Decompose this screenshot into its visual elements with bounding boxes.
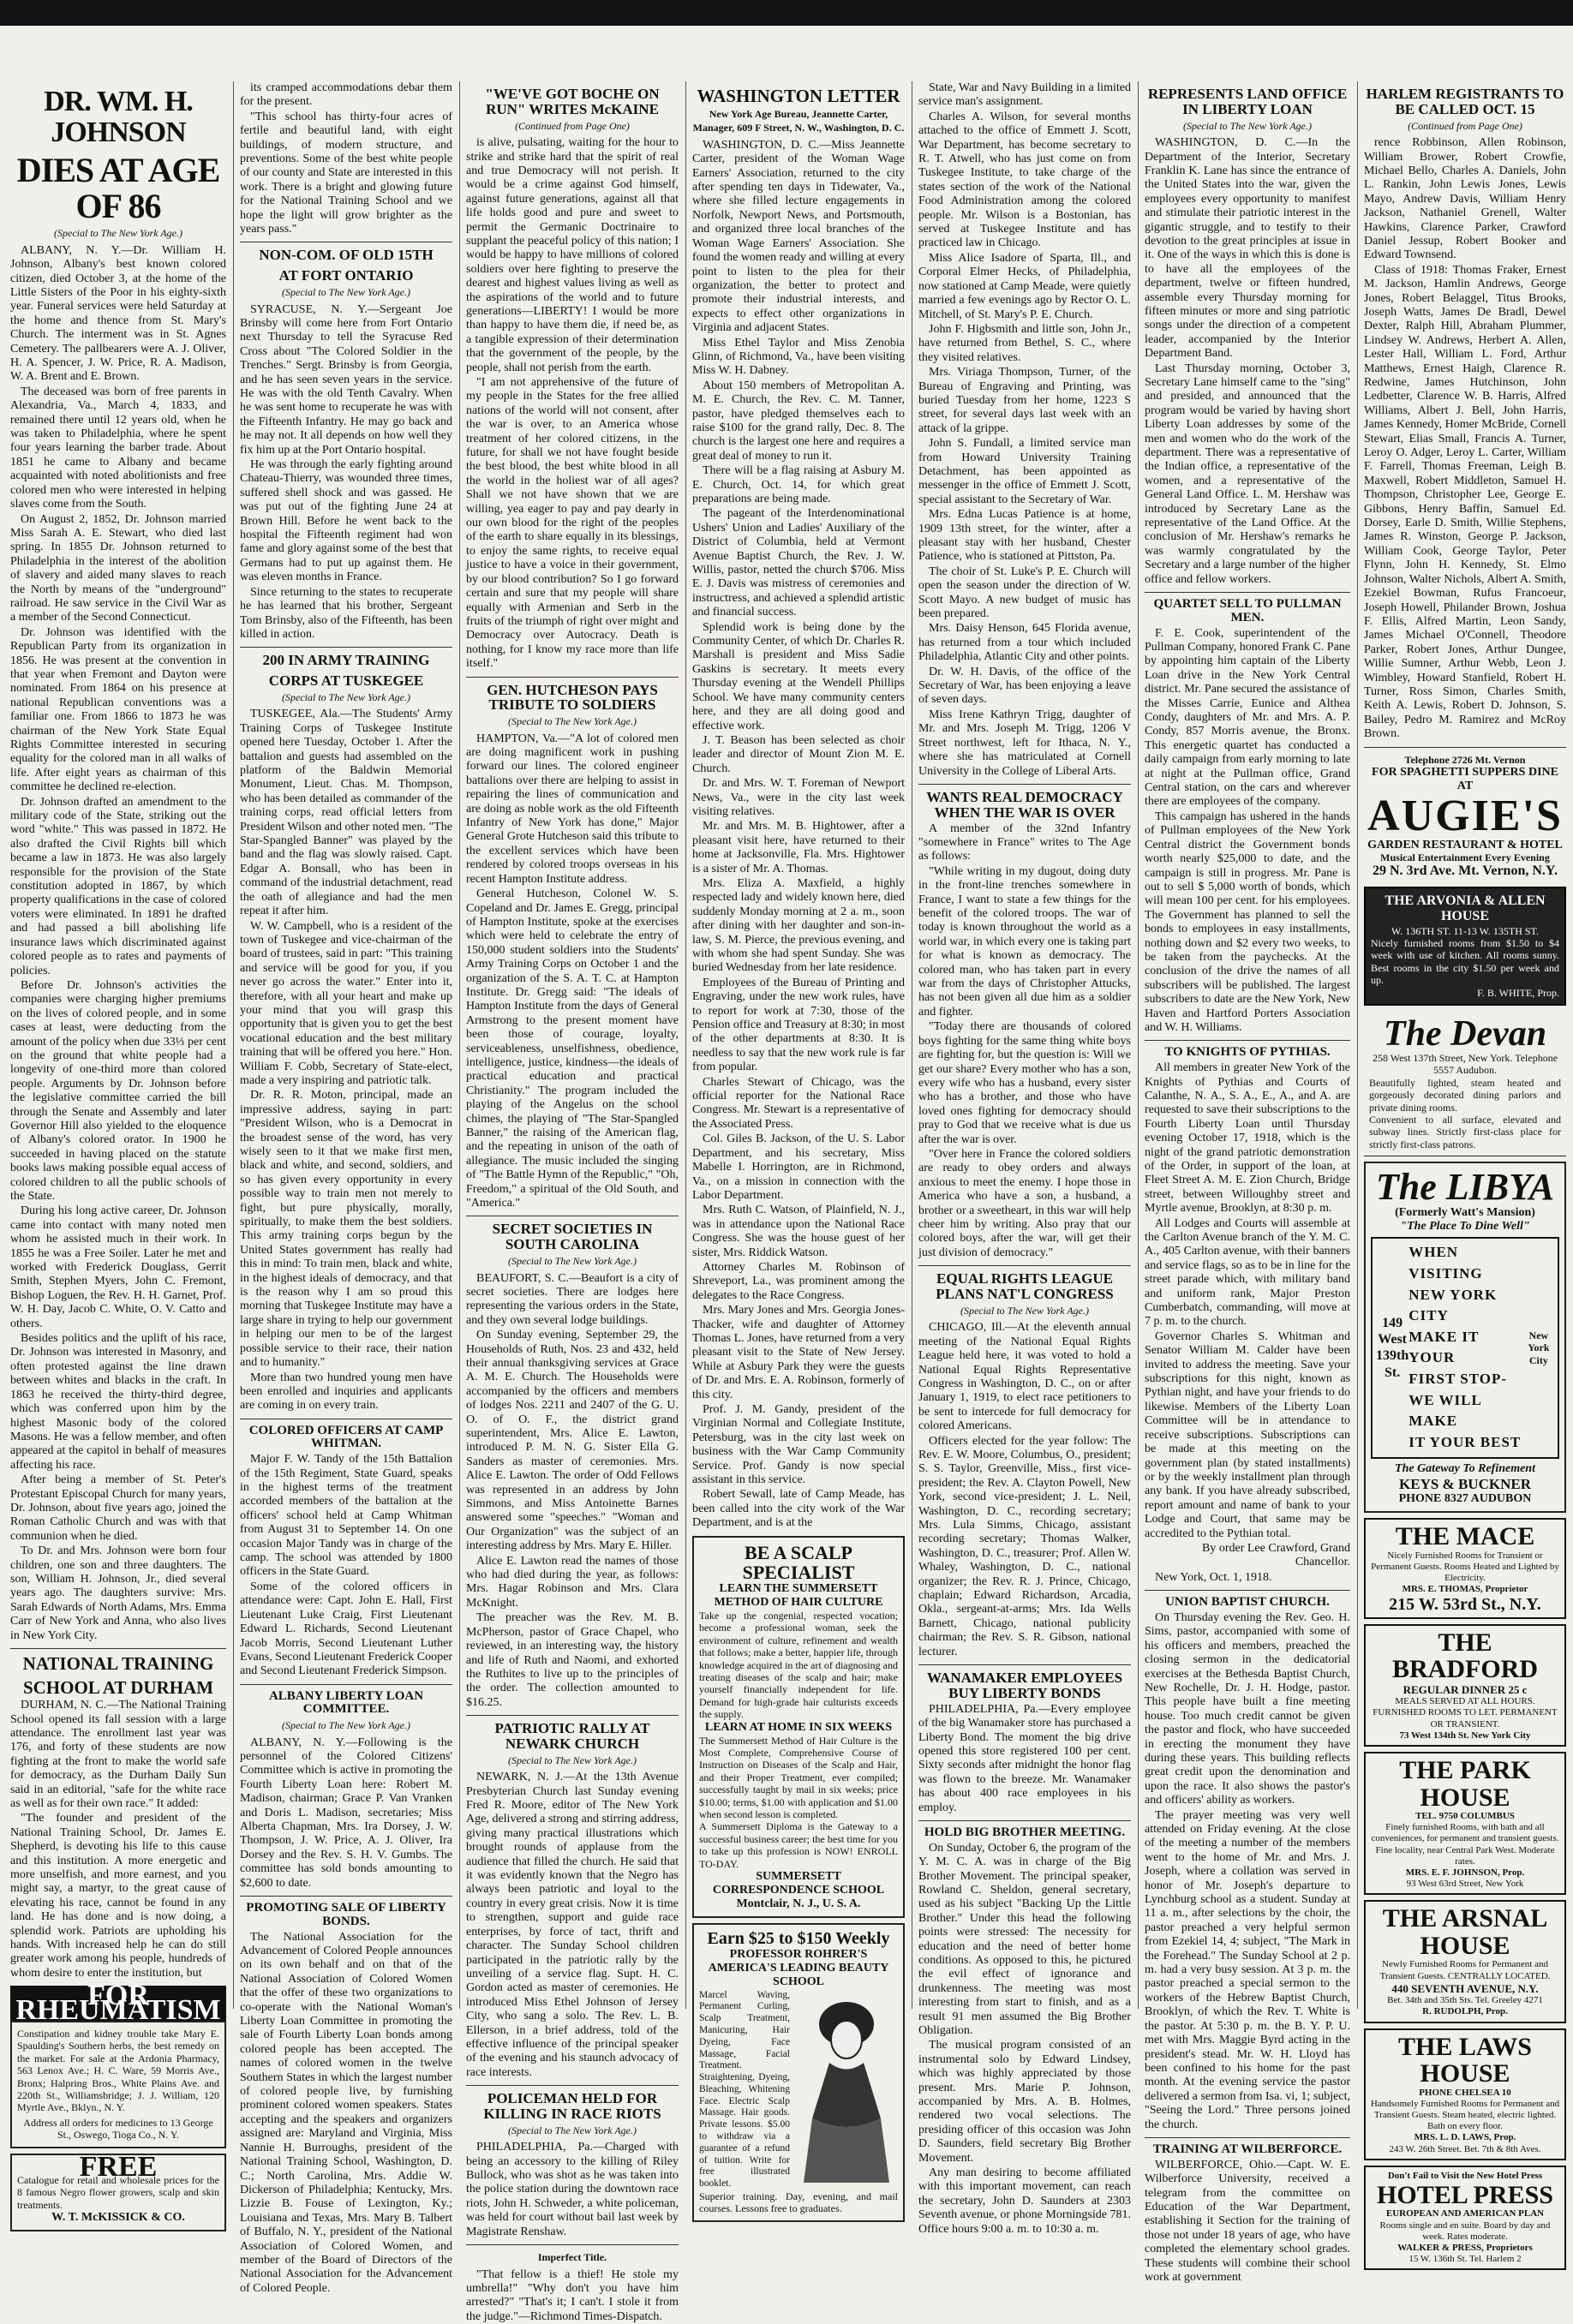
headline-training-1: NATIONAL TRAINING xyxy=(10,1654,226,1673)
paragraph: W. W. Campbell, who is a resident of the town of Tuskegee and vice-chairman of the board of trustees, said in part: "This training and service will be good for you, if you never go across the water." Enter into it, therefore, with all your heart and make up your mind that you will grasp this opportunity that is given you to get the best vocational education and the best military training that will be offered you here." Hon. William F. Cobb, Secretary of State-elect, made a very inspiring and patriotic talk. xyxy=(240,920,452,1089)
devan-text-2: Convenient to all surface, elevated and subway lines. Strictly first-class place for strictly first-class patrons. xyxy=(1369,1114,1561,1150)
scalp-specialist-ad xyxy=(692,1536,905,1919)
paragraph: SYRACUSE, N. Y.—Sergeant Joe Brinsby will come here from Fort Ontario next Thursday to tell the Syracuse Red Cross about "The Colored Soldier in the Trenches." Sergt. Brinsby is from Georgia, and he has seen seven years in the service. He was with the old Tenth Cavalry. When he was sent home to recuperate he was with the Fifteenth Infantry. He may go back and he may not. It all depends on how well they fix him up at the Port Ontario hospital. xyxy=(240,303,452,457)
devan-address: 258 West 137th Street, New York. Telephone 5557 Audubon. xyxy=(1369,1052,1561,1077)
devan-title: The Devan xyxy=(1369,1016,1561,1052)
column-3 xyxy=(466,81,679,2009)
paragraph: Some of the colored officers in attendance were: Capt. John E. Hall, First Lieutenant Luke Craig, First Lieutenant Edward L. Richards, Second Lieutenant Jacob Morris, Second Lieutenant Luther Evans, Second Lieutenant Frederick Cooper and Second Lieutenant Frederick Simpson. xyxy=(240,1580,452,1679)
libya-line: IT YOUR BEST xyxy=(1409,1432,1523,1454)
arvonia-title: THE ARVONIA & ALLEN HOUSE xyxy=(1371,893,1559,925)
hotel-press-address: 15 W. 136th St. Tel. Harlem 2 xyxy=(1369,2254,1561,2265)
arvonia-prop: F. B. WHITE, Prop. xyxy=(1371,987,1559,999)
paragraph: WASHINGTON, D. C.—In the Department of the Interior, Secretary Franklin K. Lane has since the entrance of the United States into the war, given the employees every opportunity to manifest and stimulate their patriotic interest in the gigantic struggle, and to testify to their devotion to the great principles at issue in it. One of the ways in which this is done is to have all the employees of the department, twelve or fifteen hundred, assemble every Thursday morning for fifteen minutes or more and sing patriotic songs under the direction of a competent leader, accompanied by the Interior Department Band. xyxy=(1145,136,1350,361)
headline-washington-letter: WASHINGTON LETTER xyxy=(692,87,905,105)
paragraph: The prayer meeting was very well attended on Friday evening. At the close of the meeting a number of the members went to the home of Mr. and Mrs. J. Joseph, where a collation was served in honor of Mr. Joseph's departure to Lynchburg school as a student. Sunday at 11 a. m., after selections by the choir, the pastor preached a very helpful sermon from Ezekiel 14, 4; subject, "The Mark in the Forehead." The Sunday School at 2 p. m. had a very busy session. At 3 p. m. the pastor preached a special sermon to the workers of the Hebrew Baptist Church, Brooklyn, of which the Rev. T. White is the pastor. At 5:30 p. m. the B. Y. P. U. met with Mrs. Maggie Byrd acting in the president's stead. Mr. W. H. Lloyd has been confined to his home for the past month. At the evening service the pastor delivered a sermon from Isa. vi, 1; subject, "Seeing the Lord." Three persons joined the church. xyxy=(1145,1809,1350,2132)
scalp-ad-city: Montclair, N. J., U. S. A. xyxy=(699,1897,898,1911)
headline-equal-rights: EQUAL RIGHTS LEAGUE PLANS NAT'L CONGRESS xyxy=(918,1271,1131,1302)
paragraph: General Hutcheson, Colonel W. S. Copeland and Dr. James E. Gregg, principal of Hampton Institute, spoke at the exercises which were held to celebrate the entry of 150,000 student soldiers into the Students' Army Training Corps on October 1 and the organization of the S. A. T. C. at Hampton Institute. Dr. Gregg said: "The ideals of Hampton Institute from the days of General Armstrong to the present moment have been those of courage, loyalty, serviceableness, unselfishness, obedience, intelligence, justice, kindness—the ideals of practical education and practical Christianity." The program included the playing of the Angelus on the school chimes, the playing of "The Star-Spangled Banner," the raising of the American flag, and the repeating in unison of the oath of allegiance. The music included the singing of "The Battle Hymn of the Republic," "Oh, Freedom," a spiritual of the Old South, and "America." xyxy=(466,887,679,1210)
devan-text: Beautifully lighted, steam heated and gorgeously decorated dining parlors and private dining rooms. xyxy=(1369,1077,1561,1114)
laws-prop: MRS. L. D. LAWS, Prop. xyxy=(1369,2132,1561,2143)
arsnal-cross: Bet. 34th and 35th Sts. Tel. Greeley 4271 xyxy=(1369,1995,1561,2006)
hotel-press-ad xyxy=(1364,2166,1566,2271)
paragraph: Mr. and Mrs. M. B. Hightower, after a pleasant visit here, have returned to their home at Jacksonville, Fla. Mrs. Hightower is a sister of Mr. A. Thomas. xyxy=(692,820,905,876)
column-5 xyxy=(918,81,1131,2009)
byline: (Special to The New York Age.) xyxy=(240,690,452,704)
arvonia-streets: W. 136TH ST. 11-13 W. 135TH ST. xyxy=(1371,925,1559,937)
headline-boche: "WE'VE GOT BOCHE ON RUN" WRITES McKAINE xyxy=(466,87,679,117)
free-ad-text: Catalogue for retail and wholesale prices for the 8 famous Negro flower growers, scalp and skin treatments. xyxy=(17,2174,219,2211)
scan-top-edge xyxy=(0,0,1573,26)
headline-johnson-1: DR. WM. H. JOHNSON xyxy=(10,87,226,147)
scalp-ad-text-2: The Summersett Method of Hair Culture is the Most Complete, Comprehensive Course of Instruction on Diseases of the Scalp and Hair, and their Proper Treatment, ever compiled; successfully taught by mail in six weeks; price $10.00; terms, $1.00 with application and $1.00 when second lesson is completed. xyxy=(699,1735,898,1821)
laws-title: THE LAWS HOUSE xyxy=(1369,2034,1561,2088)
paragraph: Miss Alice Isadore of Sparta, Ill., and Corporal Elmer Hecks, of Philadelphia, now stationed at Camp Meade, were quietly married a few evenings ago by Rector O. L. Mitchell, of St. Mary's P. E. Church. xyxy=(918,252,1131,322)
paragraph: Officers elected for the year follow: The Rev. E. W. Moore, Columbus, O., president; S. S. Taylor, Greenville, Miss., first vice-president; the Rev. A. Clayton Powell, New York, second vice-president; J. L. Neil, Washington, D. C., recording secretary; Mrs. Lula Simms, Chicago, assistant recording secretary; Thomas Walker, Washington, D. C., treasurer; Prof. Allen W. Whaley, Washington, D. C., national organizer; the Rev. R. J. Prince, Chicago, chaplain; Edward Richardson, Arcadia, Okla., sergeant-at-arms; Mrs. Ida Wells Barnett, Chicago, national publicity chairman; the Rev. S. R. Gibson, national lecturer. xyxy=(918,1435,1131,1660)
byline: (Special to The New York Age.) xyxy=(466,714,679,728)
headline-whitman: COLORED OFFICERS AT CAMP WHITMAN. xyxy=(240,1425,452,1452)
paragraph: ALBANY, N. Y.—Following is the personnel of the Colored Citizens' Committee which is active in promoting the Fourth Liberty Loan here: Robert M. Madison, chairman; Grace P. Van Vranken and Doris L. Madison, secretaries; Miss Alberta Chapman, Mrs. Ira Dorsey, J. W. Thompson, J. W. Price, A. J. Oliver, Ira Dorsey and the Rev. S. H. V. Gumbs. The committee has sold bonds amounting to $2,600 to date. xyxy=(240,1736,452,1891)
hotel-press-title: HOTEL PRESS xyxy=(1369,2182,1561,2209)
bradford-dinner: REGULAR DINNER 25 c xyxy=(1369,1683,1561,1697)
augies-address: 29 N. 3rd Ave. Mt. Vernon, N.Y. xyxy=(1364,863,1566,879)
libya-title: The LIBYA xyxy=(1371,1168,1559,1206)
mace-text: Nicely Furnished Rooms for Transient or Permanent Guests. Rooms Heated and Lighted by Electricity. xyxy=(1369,1550,1561,1585)
byline: (Special to The New York Age.) xyxy=(10,226,226,240)
hotel-press-prop: WALKER & PRESS, Proprietors xyxy=(1369,2243,1561,2254)
beauty-ad-text: Marcel Waving, Permanent Curling, Scalp Treatment, Manicuring, Hair Dyeing, Face Massage, Facial Treatment. Straightening, Dyeing, Bleaching, Whitening Face. Electric Scalp Massage. Hair goods. Private lessons. $5.00 to withdraw via a guarantee of a refund of tuition. Write for free illustrated booklet. xyxy=(699,1990,790,2191)
paragraph: Miss Ethel Taylor and Miss Zenobia Glinn, of Richmond, Va., have been visiting Miss W. H. Dabney. xyxy=(692,337,905,379)
beauty-ad-text-2: Superior training. Day, evening, and mail courses. Lessons free to graduates. xyxy=(699,2190,898,2215)
paragraph: Robert Sewall, late of Camp Meade, has been called into the city work of the War Department, and is at the xyxy=(692,1488,905,1530)
paragraph: Before Dr. Johnson's activities the companies were charging higher premiums on the lives of colored people, and in some cases at least, were deducting from the amount of the policy when due 33⅓ per cent on the ground that white people had a longevity of one-third more than colored people. Arguments by Dr. Johnson before the legislative committee carried the bill through the Senate and Assembly and later Governor Hill also yielded to the eloquence of Albany's colored orator. In 1900 he succeeded in having placed on the statute books laws making possible equal access of colored children to all the public schools of the State. xyxy=(10,979,226,1204)
paragraph: There will be a flag raising at Asbury M. E. Church, Oct. 14, for which great preparations are being made. xyxy=(692,464,905,506)
arvonia-text: Nicely furnished rooms from $1.50 to $4 week with use of kitchen. All rooms sunny. Best rooms in the city $1.50 per week and up. xyxy=(1371,937,1559,987)
paragraph: Dr. and Mrs. W. T. Foreman of Newport News, Va., were in the city last week visiting relatives. xyxy=(692,777,905,819)
dateline: New York, Oct. 1, 1918. xyxy=(1145,1571,1350,1585)
byline: (Special to The New York Age.) xyxy=(466,2124,679,2137)
headline-policeman: POLICEMAN HELD FOR KILLING IN RACE RIOTS xyxy=(466,2091,679,2122)
column-1 xyxy=(10,81,226,2009)
mace-title: THE MACE xyxy=(1369,1523,1561,1550)
headline-training-2: SCHOOL AT DURHAM xyxy=(10,1678,226,1697)
paragraph: To Dr. and Mrs. Johnson were born four children, one son and three daughters. The son, William H. Johnson, Jr., died several years ago. The daughters survive: Mrs. Sarah Edwards of North Adams, Mrs. Emma Carr of New York and Anna, who also lives in New York City. xyxy=(10,1544,226,1643)
libya-ad xyxy=(1364,1162,1566,1513)
augies-ad xyxy=(1364,753,1566,881)
laws-house-ad xyxy=(1364,2028,1566,2160)
paragraph: F. E. Cook, superintendent of the Pullman Company, honored Frank C. Pane by appointing him captain of the Liberty Loan drive in the New York Central district. Mr. Pane secured the assistance of the Misses Carrie, Eunice and Althea Condy, daughters of Mr. and Mrs. A. P. Condy, 857 Morris avenue, the Bronx. This energetic quartet has conducted a daily campaign from early morning to late at night at the Pullman office, Grand Central station, on the cars and wherever there are employees of the company. xyxy=(1145,627,1350,810)
paragraph: CHICAGO, Ill.—At the eleventh annual meeting of the National Equal Rights League held here, it was voted to hold a National Equal Rights Representative Congress in Washington, D. C., on or after January 1, 1919, to elect race petitioners to be sent to intercede for full democracy for colored Americans. xyxy=(918,1321,1131,1433)
arsnal-address: 440 SEVENTH AVENUE, N.Y. xyxy=(1369,1982,1561,1996)
paragraph: NEWARK, N. J.—At the 13th Avenue Presbyterian Church last Sunday evening Fred R. Moore, editor of The New York Age, delivered a strong and stirring address, giving many practical illustrations which brought rounds of applause from the audience that filled the church. He said that it was evidently known that the Negro has always been patriotic and loyal to the country in every great crisis. Now it is time to strengthen, support and guide race enterprises, by force of tact, thrift and character. The Sunday School children participated in the patriotic rally by the unveiling of a service flag. Supt. H. C. Gordon acted as master of ceremonies. He introduced Miss Ethel Johnson of Jersey City, who sang a solo. The Rev. L. B. Ellerson, in a brief address, told of the effective influence of the principal speaker of the evening and his staunch advocacy of race interests. xyxy=(466,1771,679,2080)
paragraph: rence Robbinson, Allen Robinson, William Brower, Robert Crowfie, Michael Bello, Charles A. Daniels, John L. Rankin, John Lewis Jones, Lewis Mayo, Andrew Davis, William Henry Jackson, Nathaniel Grenell, Walter Hawkins, Clarence Parker, Crawford Daniel Jessup, Robert Booker and Edward Townsend. xyxy=(1364,136,1566,263)
augies-sub: GARDEN RESTAURANT & HOTEL xyxy=(1364,839,1566,852)
paragraph: Mrs. Daisy Henson, 645 Florida avenue, has returned from a tour which included Philadelphia, Atlantic City and other points. xyxy=(918,622,1131,664)
libya-formerly: (Formerly Watt's Mansion) xyxy=(1371,1206,1559,1220)
paragraph: Miss Irene Kathryn Trigg, daughter of Mr. and Mrs. Joseph M. Trigg, 1206 V Street northwest, left for Ithaca, N. Y., where she has matriculated at Cornell University in the College of Liberal Arts. xyxy=(918,708,1131,779)
paragraph: State, War and Navy Building in a limited service man's assignment. xyxy=(918,81,1131,110)
paragraph: The choir of St. Luke's P. E. Church will open the season under the direction of W. Scott Mayo. A new budget of music has been prepared. xyxy=(918,565,1131,622)
paragraph: is alive, pulsating, waiting for the hour to strike and strike hard that the spirit of real and true Democracy will not perish. It would be a crime against God himself, against future generations, against all that life holds good and pure and sweet to permit the Germanic Doctrinaire to supplant the peaceful policy of this nation; I would be happy to have millions of colored soldiers over here fighting to preserve the dearest and highest values living as well as the aspirations of the world and to future generations—LIBERTY! I would be more than happy to have them die, if need be, as a tangible expression of their determination that the government of the people, by the people, shall not perish from the earth. xyxy=(466,136,679,375)
paragraph: Dr. Johnson was identified with the Republican Party from its organization in 1856. He was present at the convention in that year when Fremont and Dayton were nominated. From 1864 on his presence at national Republican conventions was a familiar one. From 1866 to 1873 he was chairman of the New York State Equal Rights Committee interested in securing equality for the colored man in all walks of life. After eight years as chairman of this committee he declined re-election. xyxy=(10,626,226,795)
paragraph: John F. Higbsmith and little son, John Jr., have returned from Bethel, S. C., where they visited relatives. xyxy=(918,323,1131,365)
paragraph: WASHINGTON, D. C.—Miss Jeannette Carter, president of the Woman Wage Earners' Association, returned to the city after spending ten days in Tidewater, Va., where she filled lecture engagements in Norfolk, Newport News, and Portsmouth, and organized three local branches of the Woman Wage Earners' Association. She found the women ready and willing at every point to listen to the plea for their organization, the better to protect and promote their industrial interests, and expects to effect other organizations in Virginia and adjacent States. xyxy=(692,139,905,336)
paragraph: On Sunday evening, September 29, the Households of Ruth, Nos. 23 and 432, held their annual thanksgiving services at Grace A. M. E. Church. The Households were accompanied by the officers and members of lodges Nos. 2211 and 2407 of the G. U. O. of O. F., the district grand superintendent, Mrs. Alice E. Lawton, introduced P. M. N. G. Sister Ella G. Sanders as master of ceremonies. Mrs. Alice E. Lawton. The order of Odd Fellows was represented in an address by John Simmons, and Miss Antoinette Barnes answered some "speeches." "Woman and Our Organization" was the subject of an interesting address by Mrs. Mary E. Hiller. xyxy=(466,1329,679,1554)
mace-ad xyxy=(1364,1518,1566,1618)
paragraph: Employees of the Bureau of Printing and Engraving, under the new work rules, have to report for work at 7:30, those of the Pension office and Treasury at 8:30; in most of the other departments at 8:30. It is needless to say that the new work rule is far from popular. xyxy=(692,977,905,1075)
augies-music: Musical Entertainment Every Evening xyxy=(1364,852,1566,864)
paragraph: J. T. Beason has been selected as choir leader and director of Mount Zion M. E. Church. xyxy=(692,734,905,776)
bradford-text: MEALS SERVED AT ALL HOURS. FURNISHED ROOMS TO LET. PERMANENT OR TRANSIENT. xyxy=(1369,1696,1561,1730)
libya-message xyxy=(1409,1242,1523,1453)
libya-address: 149 West 139th St. xyxy=(1376,1315,1409,1381)
headline-noncom-2: AT FORT ONTARIO xyxy=(240,268,452,284)
paragraph: John S. Fundall, a limited service man from Howard University Training Detachment, has been appointed as messenger in the office of Emmett J. Scott, special assistant to the Secretary of War. xyxy=(918,437,1131,507)
arsnal-house-ad xyxy=(1364,1900,1566,2022)
libya-slogan: "The Place To Dine Well" xyxy=(1371,1220,1559,1234)
park-address: 93 West 63rd Street, New York xyxy=(1369,1879,1561,1890)
bradford-title: THE BRADFORD xyxy=(1369,1629,1561,1683)
devan-ad xyxy=(1364,1011,1566,1156)
libya-gateway: The Gateway To Refinement xyxy=(1371,1462,1559,1476)
paragraph: Class of 1918: Thomas Fraker, Ernest M. Jackson, Hamlin Andrews, George Jones, Robert Belaggel, Titus Brooks, Joseph Watts, James De Bradl, Dewel Dexter, Ralph Hill, Abraham Plummer, Lindsey W. Andrews, Herbert A. Allen, Lester Hall, William L. Ford, Arthur Matthews, Ernest Haigh, Clarence R. Redwine, James Hutchinson, John Ledbetter, Clarence W. B. Harris, Alfred Williams, Albert J. Bell, John Harris, James Kennedy, Homer McBride, Cornell Stewart, Elias Small, Francis A. Turner, Leroy O. Adger, Leroy L. Carter, William F. Farrell, Thomas Freeman, Leigh B. Maxwell, Robert Middleton, Samuel H. Thompson, Christopher Lee, George E. Gibbons, Henry Baffin, Samuel Ed. Dorsey, Earle D. Smith, Willie Stephens, James R. Winston, George P. Jackson, William Cook, George Taylor, Peter Flynn, John H. Kennedy, St. Elmo Johnson, Walter Nichols, Albert A. Smith, Ezekiel Bowman, Rufus Francoeur, Joseph Howell, Philander Brown, Joshua F. Ellis, Alfred Martin, Leon Sandy, James Michael O'Connell, Theodore Parker, Robert Jones, Arthur Dungee, Willie Sumner, Arthur Webb, Leon J. Wimbley, Howard Stanfield, Robert H. Turner, Ross Simon, Charles Smith, Keith A. Lewis, Robert D. Johnson, S. Bailey, Pedro M. Ramirez and McRoy Brown. xyxy=(1364,264,1566,742)
headline-land-office: REPRESENTS LAND OFFICE IN LIBERTY LOAN xyxy=(1145,87,1350,117)
paragraph: Dr. W. H. Davis, of the office of the Secretary of War, has been enjoying a leave of seven days. xyxy=(918,666,1131,708)
scalp-ad-title: BE A SCALP SPECIALIST xyxy=(699,1543,898,1582)
paragraph: PHILADELPHIA, Pa.—Every employee of the big Wanamaker store has purchased a Liberty Bond. The moment the big drive opened this store registered 100 per cent. Sixty seconds after midnight the honor flag was flown to the breeze. Mr. Wanamaker has about 400 race employees in his employ. xyxy=(918,1703,1131,1815)
byline: (Special to The New York Age.) xyxy=(1145,119,1350,133)
paragraph: On Sunday, October 6, the program of the Y. M. C. A. was in charge of the Big Brother Movement. The principal speaker, Rowland C. Sheldon, general secretary, used as his subject "Backing Up the Little Brother." Under this head the following points were stressed: The necessity for education and the need of better home conditions. As opposed to this, he pictured the evil effect of ignorance and drunkenness. The meeting was most interesting from start to finish, and as a result 91 men assumed the Big Brother Obligation. xyxy=(918,1842,1131,2039)
paragraph: About 150 members of Metropolitan A. M. E. Church, the Rev. C. M. Tanner, pastor, have pledged themselves each to raise $100 for the grand rally, Dec. 8. The church is the largest one here and requires a great deal of money to run it. xyxy=(692,379,905,463)
laws-phone: PHONE CHELSEA 10 xyxy=(1369,2088,1561,2099)
byline: (Special to The New York Age.) xyxy=(466,1254,679,1268)
augies-spaghetti: FOR SPAGHETTI SUPPERS DINE AT xyxy=(1364,766,1566,793)
paragraph: Governor Charles S. Whitman and Senator William M. Calder have been invited to address the meeting. Save your subscriptions for this night, known as Pythian night, and have your friends to do likewise. Members of the Liberty Loan Committee will be in attendance to receive subscriptions. Subscriptions can be made at this meeting on the government plan (by stated installments) or by the weekly installment plan through any bank. If you have already subscribed, report amount and name of bank to your Lodge and Court, that same may be accredited to the Pythian total. xyxy=(1145,1330,1350,1541)
libya-owners: KEYS & BUCKNER xyxy=(1371,1476,1559,1493)
paragraph: The musical program consisted of an instrumental solo by Edward Lindsey, which was highly appreciated by those present. Mrs. Marie P. Johnson, accompanied by Mrs. A. B. Holmes, rendered two vocal selections. The presiding officer of this occasion was John D. Saunders, field secretary Big Brother Movement. xyxy=(918,2039,1131,2166)
rheumatism-ad-title: FOR RHEUMATISM xyxy=(10,1986,226,2021)
rheumatism-ad-address: Address all orders for medicines to 13 George St., Oswego, Tioga Co., N. Y. xyxy=(17,2117,219,2142)
paragraph: All members in greater New York of the Knights of Pythias and Courts of Calanthe, N. A., S. A., E., A., and A. are requested to save their subscriptions to the Fourth Liberty Loan until Thursday evening October 17, 1918, which is the night of the grand patriotic demonstration of the Order, in support of the loan, at Fleet Street A. M. E. Zion Church, Bridge street, between Willoughby street and Myrtle avenue, Brooklyn, at 8:30 p. m. xyxy=(1145,1061,1350,1216)
laws-text: Handsomely Furnished Rooms for Permanent and Transient Guests. Steam heated, electric lighted. Bath on every floor. xyxy=(1369,2099,1561,2133)
headline-secret-societies: SECRET SOCIETIES IN SOUTH CAROLINA xyxy=(466,1222,679,1252)
rheumatism-ad-text: Constipation and kidney trouble take Mary E. Spaulding's Southern herbs, the best remedy on the market. For sale at the Ardonia Pharmacy, 563 Lenox Ave.; H. C. Ware, 59 Morris Ave., Bronx; Halpring Bros., White Plains Ave. and 220th St., Williamsbridge; J. J. William, 120 Myrtle Ave., Bklyn., N. Y. xyxy=(17,2028,219,2114)
headline-quartet: QUARTET SELL TO PULLMAN MEN. xyxy=(1145,598,1350,625)
paragraph: BEAUFORT, S. C.—Beaufort is a city of secret societies. There are lodges here representing the various orders in the State, and they own several lodge buildings. xyxy=(466,1272,679,1329)
laws-address: 243 W. 26th Street. Bet. 7th & 8th Aves. xyxy=(1369,2144,1561,2155)
continued-note: (Continued from Page One) xyxy=(1364,119,1566,133)
headline-tuskegee-2: CORPS AT TUSKEGEE xyxy=(240,673,452,689)
paragraph: Mrs. Ruth C. Watson, of Plainfield, N. J., was in attendance upon the National Race Congress. She was the house guest of her sister, Mrs. Riddick Watson. xyxy=(692,1204,905,1260)
bradford-address: 73 West 134th St. New York City xyxy=(1369,1730,1561,1742)
paragraph: The National Association for the Advancement of Colored People announces on its own behalf and on that of the National Association of Colored Women that the offer of these two organizations to co-operate with the National Woman's Liberty Loan Committee in promoting the sale of Fourth Liberty Loan bonds among colored people has been accepted. The names of colored women in the twelve Southern States in which the largest number of colored people live, by furnishing prominent colored women speakers. States accepting and the speakers and organizers assigned are: Maryland and Virginia, Miss Nannie H. Burroughs, president of the National Training School, Washington, D. C.; North Carolina, Mrs. Addie W. Dickerson of Philadelphia; Kentucky, Mrs. Lizzie B. Fouse of Lexington, Ky.; Louisiana and Texas, Mrs. Mary B. Talbert of Buffalo, N. Y., president of the National Association of Colored Women, and member of the Board of Directors of the National Association for the Advancement of Colored People. xyxy=(240,1931,452,2297)
libya-line: WE WILL MAKE xyxy=(1409,1390,1523,1432)
joke-title: Imperfect Title. xyxy=(466,2250,679,2264)
libya-line: NEW YORK CITY xyxy=(1409,1285,1523,1327)
byline: (Special to The New York Age.) xyxy=(240,1718,452,1732)
augies-phone: Telephone 2726 Mt. Vernon xyxy=(1364,755,1566,767)
paragraph: On Thursday evening the Rev. Geo. H. Sims, pastor, accompanied with some of his officers and members, preached the closing sermon in the dedicatorial exercises at the Bethesda Baptist Church, New Rochelle, Dr. J. H. Hodge, pastor. This people have built a fine meeting house. Too much credit cannot be given the pastor and flock, who have succeeded in erecting the monument they have during these years. This building reflects great credit upon the denomination and upon the race. It also shows the pastor's and officers' ability as workers. xyxy=(1145,1611,1350,1808)
headline-harlem-registrants: HARLEM REGISTRANTS TO BE CALLED OCT. 15 xyxy=(1364,87,1566,117)
paragraph: Major F. W. Tandy of the 15th Battalion of the 15th Regiment, State Guard, speaks in the highest terms of the treatment accorded members of the battalion at the officers' school held at Camp Whitman from August 31 to September 14. On one occasion Major Tandy was in charge of the camp. The school was attended by 1800 officers in the State Guard. xyxy=(240,1453,452,1580)
byline: (Special to The New York Age.) xyxy=(240,285,452,299)
park-title: THE PARK HOUSE xyxy=(1369,1757,1561,1811)
headline-big-brother: HOLD BIG BROTHER MEETING. xyxy=(918,1826,1131,1840)
headline-democracy: WANTS REAL DEMOCRACY WHEN THE WAR IS OVER xyxy=(918,790,1131,821)
scalp-ad-learn: LEARN AT HOME IN SIX WEEKS xyxy=(699,1721,898,1735)
headline-wanamaker: WANAMAKER EMPLOYEES BUY LIBERTY BONDS xyxy=(918,1670,1131,1701)
paragraph: DURHAM, N. C.—The National Training School opened its fall session with a large attendance. The enrollment last year was 176, and forty of these students are now fighting at the front to make the world safe for democracy, as the Durham Daily Sun said in an editorial, "safe for the white race as well as for their own race." It added: xyxy=(10,1699,226,1811)
paragraph: Prof. J. M. Gandy, president of the Virginian Normal and Collegiate Institute, Petersburg, was in the city last week on business with the War Camp Community Service. Prof. Gandy is now special assistant in this service. xyxy=(692,1403,905,1487)
column-4 xyxy=(692,81,905,2009)
paragraph: its cramped accommodations debar them for the present. xyxy=(240,81,452,110)
hotel-press-plan: EUROPEAN AND AMERICAN PLAN xyxy=(1369,2208,1561,2219)
paragraph: "While writing in my dugout, doing duty in the front-line trenches somewhere in France, I want to state a few things for the benefit of the colored troops. The war of today is known throughout the world as a world war, in which every one is taking part for what is known as democracy. The colored man, who has taken part in every war from the days of Christopher Attucks, has not been given all due him as a soldier and fighter. xyxy=(918,865,1131,1019)
paragraph: Col. Giles B. Jackson, of the U. S. Labor Department, and his secretary, Miss Mabelle I. Horrington, are in Richmond, Va., on a mission in connection with the Labor Department. xyxy=(692,1132,905,1203)
scalp-ad-text-3: A Summersett Diploma is the Gateway to a successful business career; the best time for you to take up this profession is NOW! ENROLL TO-DAY. xyxy=(699,1820,898,1870)
arvonia-ad xyxy=(1364,887,1566,1006)
paragraph: Attorney Charles M. Robinson of Shreveport, La., was prominent among the delegates to the Race Congress. xyxy=(692,1261,905,1303)
mace-address: 215 W. 53rd St., N.Y. xyxy=(1369,1596,1561,1614)
headline-tuskegee: 200 IN ARMY TRAINING xyxy=(240,653,452,668)
scalp-ad-sub: LEARN THE SUMMERSETT METHOD OF HAIR CULTURE xyxy=(699,1582,898,1610)
scalp-ad-school: SUMMERSETT CORRESPONDENCE SCHOOL xyxy=(699,1870,898,1897)
beauty-ad-school: PROFESSOR ROHRER'S AMERICA'S LEADING BEAUTY SCHOOL xyxy=(699,1948,898,1989)
headline-johnson-2: DIES AT AGE OF 86 xyxy=(10,152,226,224)
paragraph: Mrs. Mary Jones and Mrs. Georgia Jones-Thacker, wife and daughter of Attorney Thomas L. Jones, have returned from a very pleasant visit to the State of New Jersey. While at Asbury Park they were the guests of Dr. and Mrs. E. A. Robinson, formerly of this city. xyxy=(692,1304,905,1402)
paragraph: HAMPTON, Va.—"A lot of colored men are doing magnificent work in pushing forward our lines. The colored engineer battalions over there are helping to assist in repairing the lines of communication and are doing as noble work as the old Fifteenth Infantry of New York has done," Major General Grote Hutcheson said this tribute to the excellent services which have been rendered by colored troops overseas in his recent Hampton Institute address. xyxy=(466,732,679,887)
paragraph: WILBERFORCE, Ohio.—Capt. W. E. Wilberforce University, received a telegram from the committee on Education of the War Department, establishing it Section for the training of those not under 18 years of age, who have completed the elementary school grades. These students will combine their school work at government xyxy=(1145,2159,1350,2285)
paragraph: He was through the early fighting around Chateau-Thierry, was wounded three times, suffered shell shock and was gassed. He was put out of the fighting June 24 at Brown Hill. Before he went back to the hospital the Fifteenth regiment had won fame and glory against some of the best that Germans had to put up against them. He was eleven months in France. xyxy=(240,458,452,585)
free-ad-title: FREE xyxy=(17,2160,219,2174)
byline: (Special to The New York Age.) xyxy=(918,1304,1131,1317)
park-house-ad xyxy=(1364,1752,1566,1895)
libya-city: New York City xyxy=(1523,1329,1554,1366)
paragraph: This campaign has ushered in the hands of Pullman employees of the New York Central district the Government bonds worth nearly $25,000 to date, and the campaign is still in progress. Mr. Pane is out to sell $ 5,000 worth of bonds, which will mean 100 per cent. for his employees. The Government has planned to sell the bonds to employees in easy installments, nothing down and $2 every two weeks, to be taken from the paychecks. At the conclusion of the drive the names of all subscribers will be published. The largest subscribers to date are the New York, New Haven and Hartford Porters Association and W. H. Williams. xyxy=(1145,810,1350,1036)
headline-liberty-bonds: PROMOTING SALE OF LIBERTY BONDS. xyxy=(240,1902,452,1929)
paragraph: TUSKEGEE, Ala.—The Students' Army Training Corps of Tuskegee Institute opened here Tuesday, October 1. After the battalion and guests had assembled on the platform of the Baldwin Memorial Monument, Lieut. Chas. M. Thompson, who has been detailed as commander of the training corps, read official letters from President Wilson and other noted men. "The Star-Spangled Banner" was played by the band and the flag was slowly raised. Capt. Edgar A. Bonsall, who has been in command of the industrial detachment, read the oath of allegiance and had the men repeat it after him. xyxy=(240,708,452,918)
arsnal-prop: R. RUDOLPH, Prop. xyxy=(1369,2006,1561,2017)
paragraph: Any man desiring to become affiliated with this important movement, can reach the secretary, John D. Saunders at 2303 Seventh avenue, or phone Morningside 781. Office hours 9:00 a. m. to 10:30 a. m. xyxy=(918,2166,1131,2237)
arsnal-title: THE ARSNAL HOUSE xyxy=(1369,1905,1561,1959)
paragraph: PHILADELPHIA, Pa.—Charged with being an accessory to the killing of Riley Bullock, who was shot as he was taken into the police station during the downtown race riots, John H. Schweder, a white policeman, was held for court without bail last week by Magistrate Renshaw. xyxy=(466,2141,679,2239)
beauty-ad-title: Earn $25 to $150 Weekly xyxy=(699,1930,898,1948)
scalp-ad-text: Take up the congenial, respected vocation; become a professional woman, seek the environment of culture, refinement and wealth that follows; make a better, happier life, through knowledge acquired in the art of diagnosing and treating diseases of the scalp and hair; make yourself financially independent for life. Demand for high-grade hair culturists exceeds the supply. xyxy=(699,1610,898,1721)
headline-pythias: TO KNIGHTS OF PYTHIAS. xyxy=(1145,1046,1350,1060)
libya-line: MAKE IT YOUR xyxy=(1409,1327,1523,1369)
paragraph: All Lodges and Courts will assemble at the Carlton Avenue branch of the Y. M. C. A., 405 Carlton avenue, with their banners and service flags, so as to be in line for the street parade which, with military band and uniform rank, Major Preston Cumberbatch, commanding, will move at 7 p. m. to the church. xyxy=(1145,1217,1350,1329)
headline-union-baptist: UNION BAPTIST CHURCH. xyxy=(1145,1596,1350,1610)
hotel-press-note: Don't Fail to Visit the New Hotel Press xyxy=(1369,2171,1561,2182)
park-prop: MRS. E. F. JOHNSON, Prop. xyxy=(1369,1867,1561,1879)
paragraph: "This school has thirty-four acres of fertile and beautiful land, with eight buildings, of modern structure, and preventions. Some of the best white people of our county and State are interested in this work. There is a bright and glowing future for the National Training School and we hope the light will grow brighter as the years pass." xyxy=(240,111,452,237)
paragraph: The preacher was the Rev. M. B. McPherson, pastor of Grace Chapel, who reviewed, in an interesting way, the history and life of Ruth and Naomi, and exhorted the Ruthites to live up to the principles of the order. The collection amounted to $16.25. xyxy=(466,1611,679,1710)
headline-albany-loan: ALBANY LIBERTY LOAN COMMITTEE. xyxy=(240,1690,452,1718)
headline-newark-rally: PATRIOTIC RALLY AT NEWARK CHURCH xyxy=(466,1721,679,1752)
paragraph: After being a member of St. Peter's Protestant Episcopal Church for many years, Dr. Johnson, about five years ago, joined the Roman Catholic Church and was with that communion when he died. xyxy=(10,1473,226,1544)
continued-note: (Continued from Page One) xyxy=(466,119,679,133)
woman-silhouette-icon xyxy=(795,1990,898,2187)
park-phone: TEL. 9750 COLUMBUS xyxy=(1369,1811,1561,1822)
paragraph: Besides politics and the uplift of his race, Dr. Johnson was interested in Masonry, and often protested against the line drawn between whites and blacks in the craft. In 1863 he received the thirty-third degree, which was conferred upon him by the highest Masonic body of the colored Masons. He was a fellow member, and often appeared at the capitol in behalf of measures affecting his race. xyxy=(10,1332,226,1473)
column-2 xyxy=(240,81,452,2009)
paragraph: Charles Stewart of Chicago, was the official reporter for the National Race Congress. Mr. Stewart is a representative of the Associated Press. xyxy=(692,1076,905,1132)
paragraph: Dr. Johnson drafted an amendment to the military code of the State, striking out the word "white." This was passed in 1872. He also drafted the Civil Rights bill which became a law in 1873. He was also largely responsible for the provision of the State constitution adopted in 1867, by which property qualifications in the case of colored voters were eliminated. In 1891 he drafted and had passed a bill abolishing life insurance laws which discriminated against colored people as to rates and payments of policies. xyxy=(10,796,226,978)
paragraph: The deceased was born of free parents in Alexandria, Va., March 4, 1833, and remained there until 12 years old, when he was taken to Philadelphia, where he spent four years learning the barber trade. About 1851 he came to Albany and became acquainted with noted abolitionists and free colored men who were interested in helping slaves come from the South. xyxy=(10,385,226,512)
paragraph: The pageant of the Interdenominational Ushers' Union and Ladies' Auxiliary of the District of Columbia, held at Vermont Avenue Baptist Church, the Rev. J. W. Willis, pastor, netted the church $706. Miss E. J. Davis was mistress of ceremonies and instructress, and achieved a splendid artistic and financial success. xyxy=(692,507,905,619)
paragraph: Charles A. Wilson, for several months attached to the office of Emmett J. Scott, War Department, has become secretary to R. T. Atwell, who has just come on from Tuskegee Institute, to take charge of the states section of the work of the National Food Administration among the colored people. Mr. Wilson is a Bostonian, has served at Tuskegee Institute and has practiced law in Chicago. xyxy=(918,111,1131,251)
paragraph: "Today there are thousands of colored boys fighting for the same thing white boys are fighting for, but the question is: Will we get our share? Every mother who has a son, every wife who has a husband, every sister who has a brother, and those who have loved ones fighting for democracy should pray to God that we receive what is due us after the war is over. xyxy=(918,1020,1131,1147)
paragraph: Alice E. Lawton read the names of those who had died during the year, as follows: Mrs. Hagar Robinson and Mrs. Clara McKnight. xyxy=(466,1555,679,1611)
rheumatism-ad xyxy=(10,2021,226,2148)
headline-hutcheson: GEN. HUTCHESON PAYS TRIBUTE TO SOLDIERS xyxy=(466,683,679,714)
bradford-ad xyxy=(1364,1624,1566,1747)
column-7 xyxy=(1364,81,1566,2009)
paragraph: On August 2, 1852, Dr. Johnson married Miss Sarah A. E. Stewart, who died last spring. In 1855 Dr. Johnson returned to Philadelphia in the interest of the abolition of slavery and aided many slaves to reach the North by means of the "underground" railroad. He saw service in the Civil War as a member of the Second Connecticut. xyxy=(10,513,226,625)
headline-wilberforce: TRAINING AT WILBERFORCE. xyxy=(1145,2143,1350,2157)
bureau-address: New York Age Bureau, Jeannette Carter, Manager, 609 F Street, N. W., Washington, D. C. xyxy=(692,107,905,135)
libya-phone: PHONE 8327 AUDUBON xyxy=(1371,1492,1559,1506)
paragraph: Splendid work is being done by the Community Center, of which Dr. Charles R. Marshall is president and Miss Sadie Gaskins is secretary. It meets every Thursday evening at the Wendell Phillips School. We have many community centers here, and they are all doing good and effective work. xyxy=(692,621,905,733)
paragraph: A member of the 32nd Infantry "somewhere in France" writes to The Age as follows: xyxy=(918,822,1131,864)
libya-line: WHEN VISITING xyxy=(1409,1242,1523,1284)
beauty-school-ad xyxy=(692,1923,905,2222)
column-6 xyxy=(1145,81,1350,2009)
headline-noncom: NON-COM. OF OLD 15TH xyxy=(240,248,452,263)
hotel-press-text: Rooms single and en suite. Board by day and week. Rates moderate. xyxy=(1369,2220,1561,2243)
free-catalogue-ad xyxy=(10,2154,226,2232)
arsnal-text: Newly Furnished Rooms for Permanent and Transient Guests. CENTRALLY LOCATED. xyxy=(1369,1959,1561,1981)
paragraph: Mrs. Eliza A. Maxfield, a highly respected lady and widely known here, died suddenly Monday morning at 2 a. m., soon after dining with her daughter and son-in-law, S. M. Pierce, the previous evening, and with whom she had spent Sunday. She was buried Wednesday from her late residence. xyxy=(692,877,905,976)
libya-box xyxy=(1371,1237,1559,1458)
paragraph: Last Thursday morning, October 3, Secretary Lane himself came to the "sing" and presided, and announced that the program would be varied by having short Liberty Loan addresses by some of the men and women who do the work of the department. There was a representative of the Indian office, a representative of the women, and a representative of the General Land Office. L. M. Hershaw was introduced by Secretary Lane as the representative of the Land Office. At the conclusion of Mr. Hershaw's remarks he was warmly congratulated by the Secretary and a large number of the higher office and fellow workers. xyxy=(1145,362,1350,588)
park-text: Finely furnished Rooms, with bath and all conveniences, for permanent and transient guests. Fine locality, near Central Park West. Moderate rates. xyxy=(1369,1822,1561,1867)
libya-line: FIRST STOP- xyxy=(1409,1369,1523,1390)
paragraph: "The founder and president of the National Training School, Dr. James E. Shepherd, is devoting his life to this cause and this institution. A more energetic and more unselfish, and more earnest, and you might say, a martyr, to the great cause of elevating his race, cannot be found in any land. He has done and is now doing, a splendid work. Patriots are upholding his hands. With increased help he can do still greater work among his people, hundreds of whom desire to enter the institution, but xyxy=(10,1812,226,1980)
augies-title: AUGIE'S xyxy=(1364,794,1566,839)
paragraph: During his long active career, Dr. Johnson came into contact with many noted men whom he assisted much in their work. In 1855 he was a Free Soiler. Later he met and worked with Frederick Douglass, Gerrit Smith, Stephen Myers, John C. Fremont, Bishop Loguen, the Rev. H. H. Garnet, Prof. W. H. Day, Jacob C. White, O. V. Catto and others. xyxy=(10,1204,226,1331)
byline: (Special to The New York Age.) xyxy=(466,1753,679,1767)
paragraph: "That fellow is a thief! He stole my umbrella!" "Why don't you have him arrested?" "That's it; I can't. I stole it from the judge."—Richmond Times-Dispatch. xyxy=(466,2268,679,2324)
paragraph: More than two hundred young men have been enrolled and inquiries and applicants are coming in on every train. xyxy=(240,1371,452,1413)
paragraph: Dr. R. R. Moton, principal, made an impressive address, saying in part: "President Wilson, who is a Democrat in the broadest sense of the word, has very wisely seen to it that we make first men, black and white, and second, soldiers, and so has given every opportunity in every possible way to train men not merely to fight, but pure physically, morally, spiritually, to make them the best soldiers. This army training corps begun by the United States government has really had this in mind: To train men, black and white, in the highest ideals of democracy, and that is the reason why I am so proud this morning that Tuskegee Institute may have a large share in trying to help our government in helping our men to be of the largest possible service to their race, their nation and to humanity." xyxy=(240,1089,452,1370)
paragraph: Since returning to the states to recuperate he has learned that his brother, Sergeant Tom Brinsby, also of the Fifteenth, has been killed in action. xyxy=(240,586,452,642)
signature: By order Lee Crawford, Grand Chancellor. xyxy=(1145,1542,1350,1570)
paragraph: Mrs. Edna Lucas Patience is at home, 1909 13th street, for the winter, after a pleasant stay with her husband, Chester Patience, who is stationed at Pittston, Pa. xyxy=(918,508,1131,565)
paragraph: "Over here in France the colored soldiers are ready to obey orders and always anxious to meet the enemy. I hope those in America who have a son, a husband, a brother or a sweetheart, in this war will help cheer him by writing. Also pray that our colored boys, after the war, will get their just division of democracy." xyxy=(918,1148,1131,1260)
free-ad-firm: W. T. McKISSICK & CO. xyxy=(17,2211,219,2225)
paragraph: Mrs. Viriaga Thompson, Turner, of the Bureau of Engraving and Printing, was buried Tuesday from her home, 1223 S street, for several days last week with an attack of la grippe. xyxy=(918,366,1131,436)
paragraph: ALBANY, N. Y.—Dr. William H. Johnson, Albany's best known colored citizen, died October 3, at the home of the Little Sisters of the Poor in his eighty-sixth year. Funeral services were held Saturday at the home and thence from St. Mary's Church. The interment was in St. Agnes Cemetery. The pallbearers were A. J. Oliver, H. A. Spencer, J. W. Price, R. A. Madison, W. A. Brent and E. Brown. xyxy=(10,244,226,385)
paragraph: "I am not apprehensive of the future of my people in the States for the free allied nations of the world will not consent, after the war is over, to an America whose treatment of her colored citizens, in the future, for shall we not have fought beside the best blood, the best white blood in all the world in the holiest war of all ages? Shall we not have shown that we are willing, yea eager to pay and pay dearly in our own blood for the right of the peoples of the earth to share equally in its blessings, to enjoy the same rights, to receive equal justice to have a voice in their government, by our blood contribution? So I go forward certain and sure that my people will share equally with Armenian and Serb in the fruits of the triumph of right over might and Democracy over Autocracy. Death is nothing, for I know my race more than life itself." xyxy=(466,376,679,672)
mace-prop: MRS. E. THOMAS, Proprietor xyxy=(1369,1584,1561,1595)
